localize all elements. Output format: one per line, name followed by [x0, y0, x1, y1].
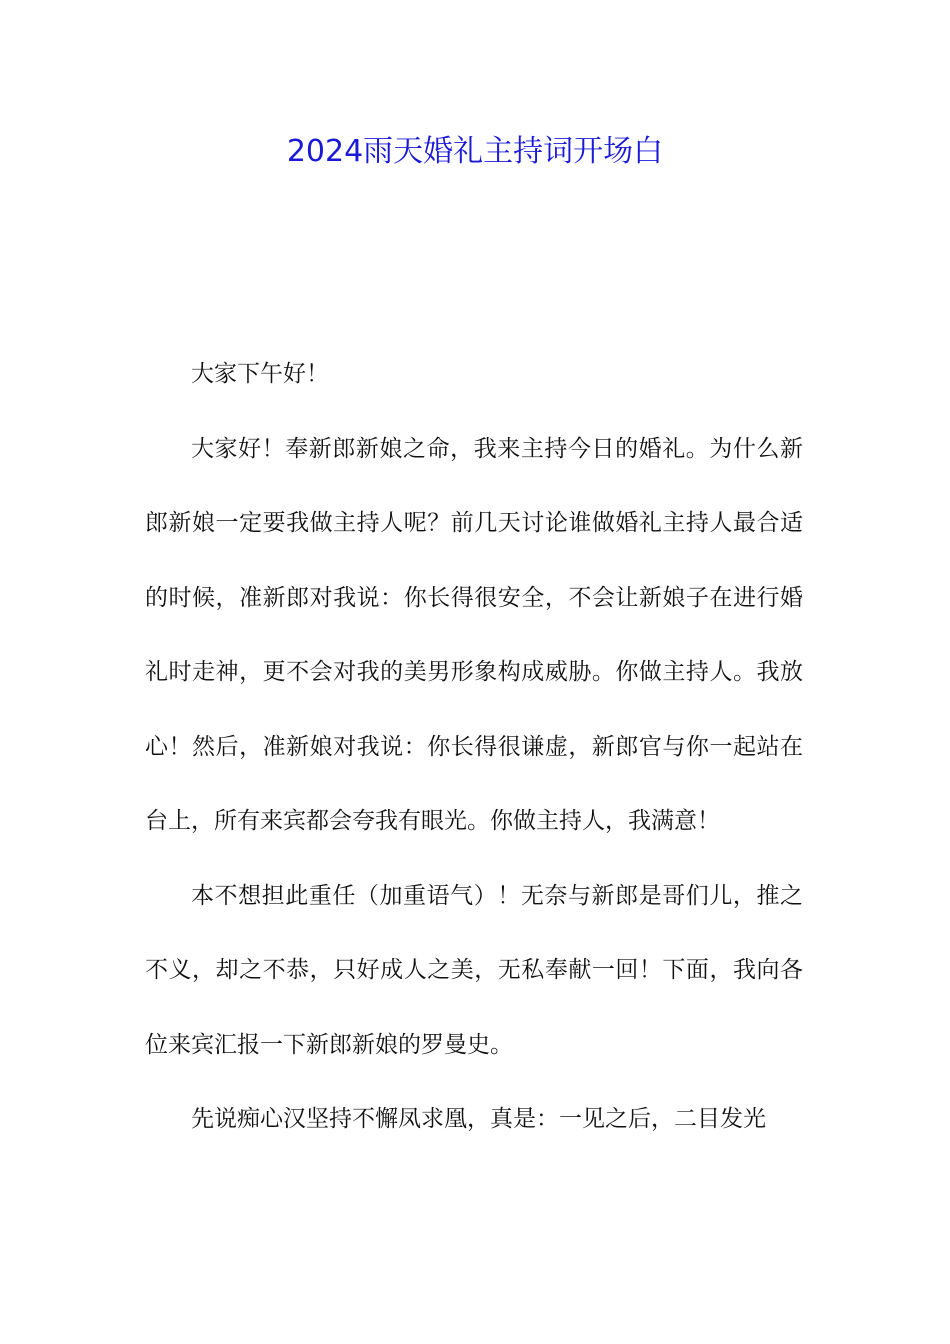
paragraph-host-intro: 大家好！奉新郎新娘之命，我来主持今日的婚礼。为什么新郎新娘一定要我做主持人呢？前几天讨论谁做婚礼主持人最合适的时候，准新郎对我说：你长得很安全，不会让新娘子在进行婚礼时走神，更不会对我的美男形象构成威胁。你做主持人。我放心！然后，准新娘对我说：你长得很谦虚，新郎官与你一起站在台上，所有来宾都会夸我有眼光。你做主持人，我满意！ [145, 435, 803, 834]
paragraph-greeting: 大家下午好！ [191, 361, 329, 387]
paragraph-responsibility: 本不想担此重任（加重语气）！无奈与新郎是哥们儿，推之不义，却之不恭，只好成人之美，无私奉献一回！下面，我向各位来宾汇报一下新郎新娘的罗曼史。 [145, 882, 803, 1058]
document-title: 2024雨天婚礼主持词开场白 [286, 134, 664, 169]
paragraph-romance-story: 先说痴心汉坚持不懈凤求凰，真是：一见之后，二目发光 [191, 1106, 766, 1132]
document-body [145, 337, 803, 1157]
